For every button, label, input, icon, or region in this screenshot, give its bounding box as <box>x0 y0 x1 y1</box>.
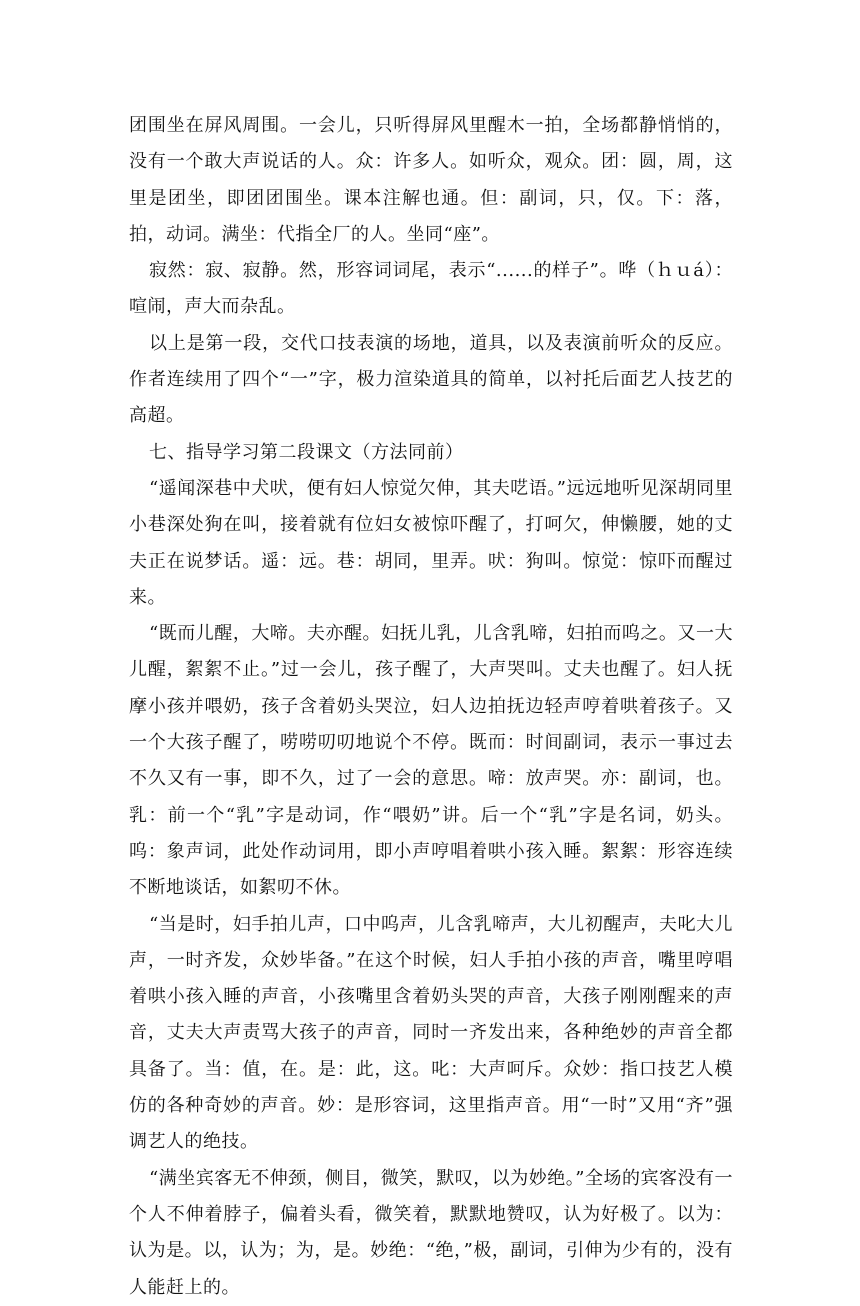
paragraph-continued: 团围坐在屏风周围。一会儿，只听得屏风里醒木一拍，全场都静悄悄的，没有一个敢大声说话的人。众：许多人。如听众，观众。团：圆，周，这里是团坐，即团团围坐。课本注解也通。但：副词，只，仅。下：落，拍，动词。满坐：代指全厂的人。坐同“座”。 <box>129 115 733 245</box>
paragraph-yaowen: “遥闻深巷中犬吠，便有妇人惊觉欠伸，其夫呓语。”远远地听见深胡同里小巷深处狗在叫，接着就有位妇女被惊吓醒了，打呵欠，伸懒腰，她的丈夫正在说梦话。遥：远。巷：胡同，里弄。吠：狗叫。惊觉：惊吓而醒过来。 <box>129 477 733 608</box>
section-heading-seven: 七、指导学习第二段课文（方法同前） <box>149 441 464 463</box>
paragraph-manzuo: “满坐宾客无不伸颈，侧目，微笑，默叹，以为妙绝。”全场的宾客没有一个人不伸着脖子，偏着头看，微笑着，默默地赞叹，认为好极了。以为：认为是。以，认为；为，是。妙绝：“绝，”极，副词，引伸为少有的，没有人能赶上的。 <box>129 1167 733 1298</box>
paragraph-first-section-summary: 以上是第一段，交代口技表演的场地，道具，以及表演前听众的反应。作者连续用了四个“一”字，极力渲染道具的简单，以衬托后面艺人技艺的高超。 <box>129 332 733 427</box>
paragraph-dangshishi: “当是时，妇手拍儿声，口中呜声，儿含乳啼声，大儿初醒声，夫叱大儿声，一时齐发，众妙毕备。”在这个时候，妇人手拍小孩的声音，嘴里哼唱着哄小孩入睡的声音，小孩嘴里含着奶头哭的声音，大孩子刚刚醒来的声音，丈夫大声责骂大孩子的声音，同时一齐发出来，各种绝妙的声音全都具备了。当：值，在。是：此，这。叱：大声呵斥。众妙：指口技艺人模仿的各种奇妙的声音。妙：是形容词，这里指声音。用“一时”又用“齐”强调艺人的绝技。 <box>129 913 733 1153</box>
paragraph-jier: “既而儿醒，大啼。夫亦醒。妇抚儿乳，儿含乳啼，妇拍而呜之。又一大儿醒，絮絮不止。”过一会儿，孩子醒了，大声哭叫。丈夫也醒了。妇人抚摩小孩并喂奶，孩子含着奶头哭泣，妇人边拍抚边轻声哼着哄着孩子。又一个大孩子醒了，唠唠叨叨地说个不停。既而：时间副词，表示一事过去不久又有一事，即不久，过了一会的意思。啼：放声哭。亦：副词，也。乳：前一个“乳”字是动词，作“喂奶”讲。后一个“乳”字是名词，奶头。呜：象声词，此处作动词用，即小声哼唱着哄小孩入睡。絮絮：形容连续不断地谈话，如絮叨不休。 <box>129 623 733 899</box>
paragraph-jiran: 寂然：寂、寂静。然，形容词词尾，表示“......的样子”。哗（ｈｕá）：喧闹，声大而杂乱。 <box>129 260 733 318</box>
document-body <box>129 108 733 1306</box>
